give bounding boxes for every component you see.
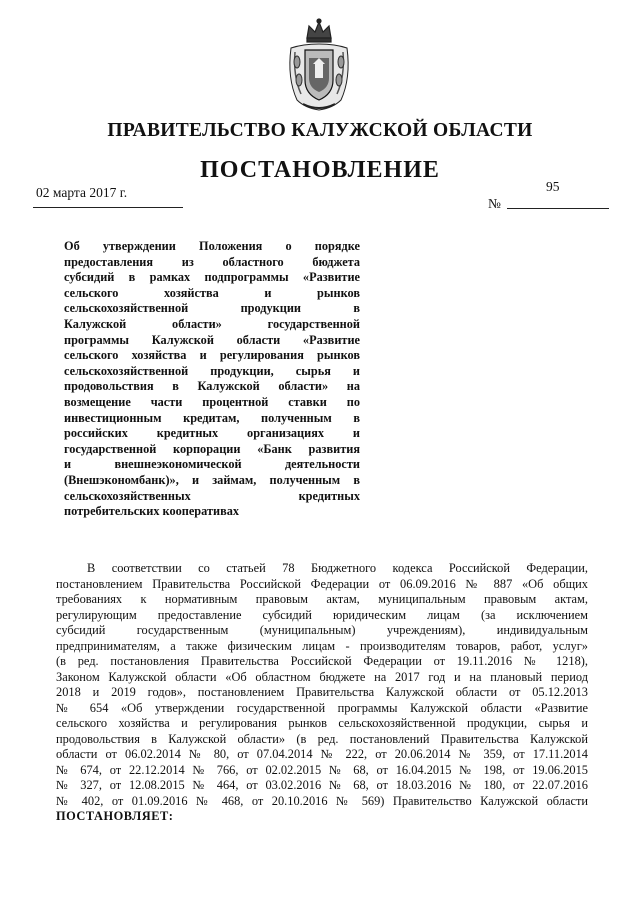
subject-line: государственной корпорации «Банк развития [64, 441, 360, 456]
subject-line: программы Калужской области «Развитие [64, 332, 360, 347]
subject-line: сельского хозяйства и рынков [64, 285, 360, 300]
subject-line: продовольствия в Калужской области» на [64, 379, 360, 394]
coat-of-arms-emblem [285, 18, 353, 113]
subject-line: (Внешэкономбанк)», и займам, полученным в [64, 472, 360, 487]
organization-title: ПРАВИТЕЛЬСТВО КАЛУЖСКОЙ ОБЛАСТИ [107, 120, 533, 141]
number-underline [507, 208, 609, 209]
subject-line: сельского хозяйства и регулирования рынков [64, 348, 360, 363]
number-sign: № [488, 196, 501, 211]
body-line: № 654 «Об утверждении государственной программы Калужской области «Развитие [56, 700, 588, 715]
document-number: 95 [546, 179, 560, 194]
date-underline [33, 207, 183, 208]
subject-line: предоставления из областного бюджета [64, 254, 360, 269]
body-line: № 402, от 01.09.2016 № 468, от 20.10.2016 № 569) Правительство Калужской области [56, 793, 588, 808]
subject-line: инвестиционным кредитам, полученным в [64, 410, 360, 425]
body-line: требованиях к нормативным правовым актам, муниципальным правовым актам, [56, 592, 588, 606]
subject-line: сельскохозяйственной продукции в [64, 301, 360, 316]
body-line: В соответствии со статьей 78 Бюджетного кодекса Российской Федерации, [87, 561, 588, 575]
subject-line: Об утверждении Положения о порядке [64, 239, 360, 253]
subject-line: возмещение части процентной ставки по [64, 394, 360, 409]
subject-line: Калужской области» государственной [64, 316, 360, 331]
subject-line: российских кредитных организациях и [64, 426, 360, 441]
body-line: субсидий государственным (муниципальным) учреждениям), индивидуальным [56, 623, 588, 637]
subject-line: субсидий в рамках подпрограммы «Развитие [64, 270, 360, 285]
body-line: области от 06.02.2014 № 80, от 07.04.2014 № 222, от 20.06.2014 № 359, от 17.11.2014 [56, 747, 588, 761]
subject-line: потребительских кооперативах [64, 504, 240, 519]
body-line: 2018 и 2019 годов», постановлением Правительства Калужской области от 05.12.2013 [56, 685, 588, 699]
document-subject [64, 239, 360, 520]
body-line: предпринимателям, а также физическим лицам - производителям товаров, работ, услуг» [56, 638, 588, 653]
body-line: (в ред. постановления Правительства Российской Федерации от 19.11.2016 № 1218), [56, 654, 588, 668]
body-line: регулирующим предоставление субсидий юридическим лицам (за исключением [56, 607, 588, 622]
body-line: сельского хозяйства и регулирования рынков сельскохозяйственной продукции, сырья и [56, 716, 588, 730]
document-body [56, 561, 588, 825]
body-line: № 674, от 22.12.2014 № 766, от 02.02.2015 № 68, от 16.04.2015 № 198, от 19.06.2015 [56, 762, 588, 777]
subject-line: и внешнеэкономической деятельности [64, 457, 360, 472]
body-line: продовольствия в Калужской области» (в ред. постановлений Правительства Калужской [56, 731, 588, 746]
subject-line: сельскохозяйственной продукции, сырья и [64, 363, 360, 378]
subject-line: сельскохозяйственных кредитных [64, 488, 360, 503]
body-line: № 327, от 12.08.2015 № 464, от 03.02.2016 № 68, от 18.03.2016 № 180, от 22.07.2016 [56, 778, 588, 792]
document-type-title: ПОСТАНОВЛЕНИЕ [200, 157, 440, 183]
decree-word: ПОСТАНОВЛЯЕТ: [56, 809, 174, 823]
document-date: 02 марта 2017 г. [36, 185, 128, 200]
body-line: Законом Калужской области «Об областном бюджете на 2017 год и на плановый период [56, 669, 588, 684]
body-line: постановлением Правительства Российской Федерации от 06.09.2016 № 887 «Об общих [56, 576, 588, 591]
